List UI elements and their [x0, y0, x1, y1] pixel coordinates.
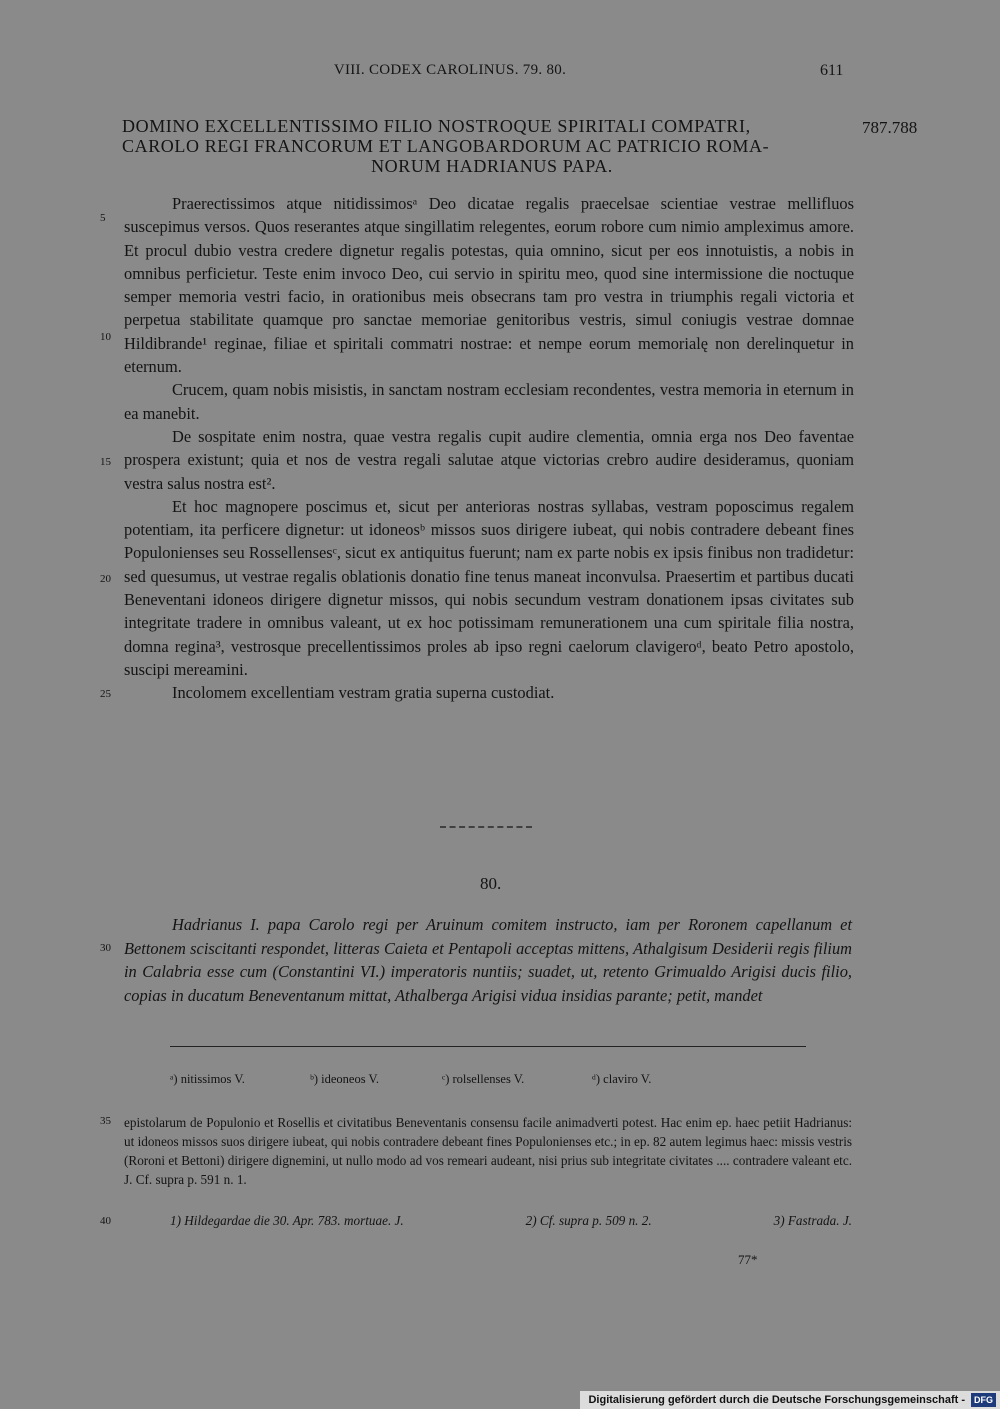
signature-mark: 77* [738, 1252, 758, 1267]
variant-note: ᵈ) claviro V. [592, 1072, 652, 1086]
footnote-1: 1) Hildegardae die 30. Apr. 783. mortuae. J. [170, 1213, 404, 1228]
title-line: CAROLO REGI FRANCORUM ET LANGOBARDORUM AC PATRICIO ROMA- [122, 136, 770, 156]
line-number: 25 [100, 688, 111, 700]
line-number: 30 [100, 942, 111, 954]
footnote-paragraph: epistolarum de Populonio et Rosellis et civitatibus Beneventanis consensu facile animadverti potest. Hac enim ep. haec petiit Hadrianus: ut idoneos missos suos dirigere iubeat, qui nobis contradere debeant fines Populonienses etc.; in ep. 82 autem legimus haec: missis vestris (Roroni et Bettoni) dirigere dignemini, ut nullo modo ad vos remeari audeant, nisi prius sub integritate civitates .... contradere valeant etc. J. Cf. supra p. 591 n. 1. [124, 1115, 852, 1187]
letter-title [122, 116, 862, 176]
margin-date: 787.788 [862, 118, 918, 137]
letter-number: 80. [480, 874, 502, 893]
variant-note: ᶜ) rolsellenses V. [442, 1072, 525, 1086]
paragraph: Praerectissimos atque nitidissimosᵃ Deo dicatae regalis praecelsae scientiae vestrae mellifluos suscepimus versos. Quos reserantes atque singillatim relegentes, eorum robore cum nimio ampleximus amore. Et procul dubio vestra credere dignetur regalis potestas, quia omnino, sicut per eos innotuistis, a nobis in omnibus perficietur. Teste enim invoco Deo, cui servio in spiritu meo, quod sine intermissione die noctuque semper memoria vestri facio, in orationibus meis obsecrans tam pro vestra in triumphis regali victoria et perpetua stabilitate quamque pro sanctae memoriae genitoribus vestris, simul coniugis vestrae domnae Hildibrande¹ reginae, filiae et spiritali commatri nostrae: et nempe eorum memorialę non derelinquetur in eternum. [124, 194, 854, 377]
footnote-2: 2) Cf. supra p. 509 n. 2. [525, 1213, 652, 1228]
variant-note: ᵃ) nitissimos V. [170, 1072, 245, 1086]
variant-note: ᵇ) ideoneos V. [310, 1072, 380, 1086]
paragraph: Et hoc magnopere poscimus et, sicut per anterioras nostras syllabas, vestram poposcimus regalem potentiam, ita perficere dignetur: ut idoneosᵇ missos suos dirigere iubeat, qui nobis contradere debeant fines Populonienses seu Rossellensesᶜ, sicut ex antiquitus fuerunt; nam ex parte nobis ex ipsis finibus non tradidetur: sed quesumus, ut vestrae regalis oblationis donatio fine tenus maneat inconvulsa. Praesertim et partibus ducati Beneventani idoneos dirigere dignetur missos, qui nobis secundum vestram donationem ipsas civitates sub integritate tradere in omnibus valeant, ut ex hoc potissimam remunerationem una cum spiritale filia nostra, domna regina³, vestrosque precellentissimos proles ab ipso regni caelorum clavigeroᵈ, beato Petro apostolo, suscipi mereamini. [124, 496, 854, 679]
digitization-credit[interactable] [580, 1391, 1000, 1409]
variant-readings [170, 1072, 710, 1087]
line-number: 35 [100, 1115, 111, 1127]
numbered-footnotes [170, 1213, 852, 1229]
letter-summary [124, 913, 852, 1007]
dfg-logo: DFG [971, 1393, 996, 1407]
paragraph: Incolomem excellentiam vestram gratia superna custodiat. [172, 683, 555, 703]
summary-paragraph: Hadrianus I. papa Carolo regi per Aruinum comitem instructo, iam per Roronem capellanum et Bettonem sciscitanti respondet, litteras Caieta et Pentapoli acceptas mittens, Athalgisum Desiderii regis filium in Calabria esse cum (Constantini VI.) imperatoris nuntiis; suadet, ut, retento Grimualdo Arigisi ducis filio, copias in ducatum Beneventanum mittat, Athalberga Arigisi vidua insidias parante; petit, mandet [124, 915, 852, 1005]
line-number: 20 [100, 573, 111, 585]
paragraph: Crucem, quam nobis misistis, in sanctam nostram ecclesiam recondentes, vestra memoria in eternum in ea manebit. [124, 380, 854, 423]
title-line: DOMINO EXCELLENTISSIMO FILIO NOSTROQUE SPIRITALI COMPATRI, [122, 116, 751, 136]
page-number: 611 [820, 62, 844, 79]
running-head: VIII. CODEX CAROLINUS. 79. 80. [333, 62, 567, 78]
paragraph: De sospitate enim nostra, quae vestra regalis cupit audire clementia, omnia erga nos Deo faventae prospera existunt; quia et nos de vestra regali salutae atque victorias crebro audire desideramus, quoniam vestra salus nostra est². [124, 426, 854, 493]
line-number: 10 [100, 331, 111, 343]
footnote-block [124, 1113, 852, 1189]
footnote-rule [170, 1046, 806, 1047]
line-number: 40 [100, 1215, 111, 1227]
title-line: NORUM HADRIANUS PAPA. [371, 156, 613, 176]
footnote-3: 3) Fastrada. J. [773, 1213, 852, 1228]
credit-text: Digitalisierung gefördert durch die Deutsche Forschungsgemeinschaft - [588, 1394, 965, 1406]
section-divider [440, 826, 532, 828]
line-number: 15 [100, 456, 111, 468]
letter-body [124, 192, 854, 705]
line-number: 5 [100, 212, 106, 224]
